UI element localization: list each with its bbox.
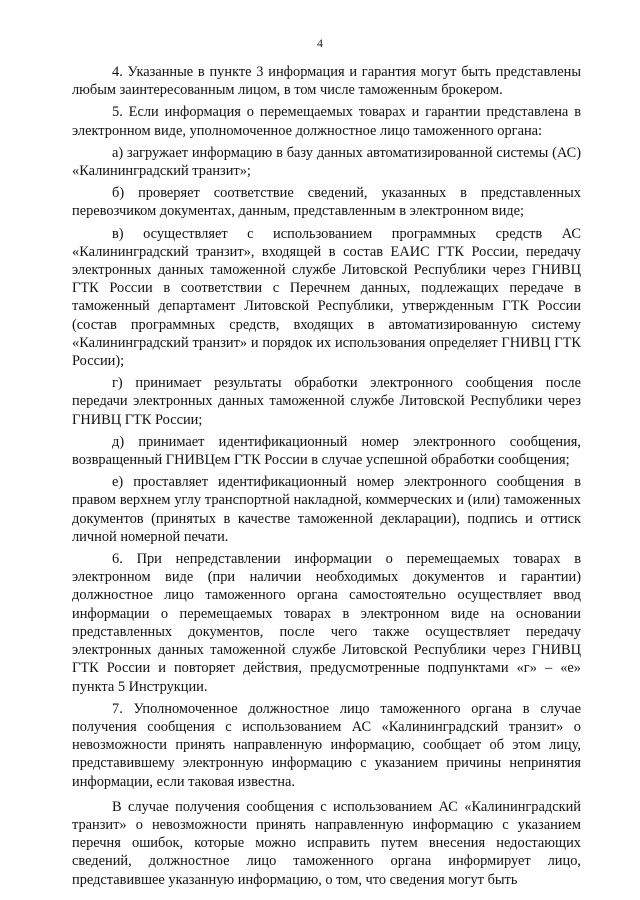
subparagraph-a: а) загружает информацию в базу данных автоматизированной системы (АС) «Калининградский транзит»;	[72, 144, 581, 180]
page-number: 4	[317, 36, 323, 50]
subparagraph-g: г) принимает результаты обработки электронного сообщения после передачи электронных данных таможенной службе Литовской Республики через ГНИВЦ ГТК России;	[72, 375, 581, 428]
paragraph-6: 6. При непредставлении информации о перемещаемых товарах в электронном виде (при наличии необходимых документов и гарантии) должностное лицо таможенного органа самостоятельно осуществляет ввод информации о перемещаемых товарах в электронном виде на основании представленных документов, после чего также осуществляет передачу электронных данных таможенной службе Литовской Республики через ГНИВЦ ГТК России и повторяет действия, предусмотренные подпунктами «г» – «е» пункта 5 Инструкции.	[72, 551, 581, 695]
document-body	[72, 63, 581, 889]
paragraph-7-continuation: В случае получения сообщения с использованием АС «Калининградский транзит» о невозможности принять направленную информацию с указанием перечня ошибок, которые можно исправить путем внесения недостающих сведений, должностное лицо таможенного органа информирует лицо, представившее указанную информацию, о том, что сведения могут быть	[72, 798, 581, 888]
paragraph-7: 7. Уполномоченное должностное лицо таможенного органа в случае получения сообщения с использованием АС «Калининградский транзит» о невозможности принять направленную информацию, сообщает об этом лицу, представившему электронную информацию с указанием причины непринятия информации, если таковая известна.	[72, 700, 581, 790]
paragraph-5: 5. Если информация о перемещаемых товарах и гарантии представлена в электронном виде, уполномоченное должностное лицо таможенного органа:	[72, 104, 581, 139]
subparagraph-e: е) проставляет идентификационный номер электронного сообщения в правом верхнем углу транспортной накладной, коммерческих и (или) таможенных документов (принятых в качестве таможенной декларации), подпись и оттиск личной номерной печати.	[72, 474, 581, 545]
subparagraph-d: д) принимает идентификационный номер электронного сообщения, возвращенный ГНИВЦем ГТК России в случае успешной обработки сообщения;	[72, 433, 581, 469]
paragraph-4: 4. Указанные в пункте 3 информация и гарантия могут быть представлены любым заинтересованным лицом, в том числе таможенным брокером.	[72, 64, 581, 99]
subparagraph-b: б) проверяет соответствие сведений, указанных в представленных перевозчиком документах, данным, представленным в электронном виде;	[72, 185, 581, 220]
subparagraph-v: в) осуществляет с использованием программных средств АС «Калининградский транзит», входящей в состав ЕАИС ГТК России, передачу электронных данных таможенной службе Литовской Республики через ГНИВЦ ГТК России в соответствии с Перечнем данных, подлежащих передаче в таможенный департамент Литовской Республики, утвержденным ГТК России (состав программных средств, входящих в автоматизированную систему «Калининградский транзит» и порядок их использования определяет ГНИВЦ ГТК России);	[72, 225, 581, 370]
